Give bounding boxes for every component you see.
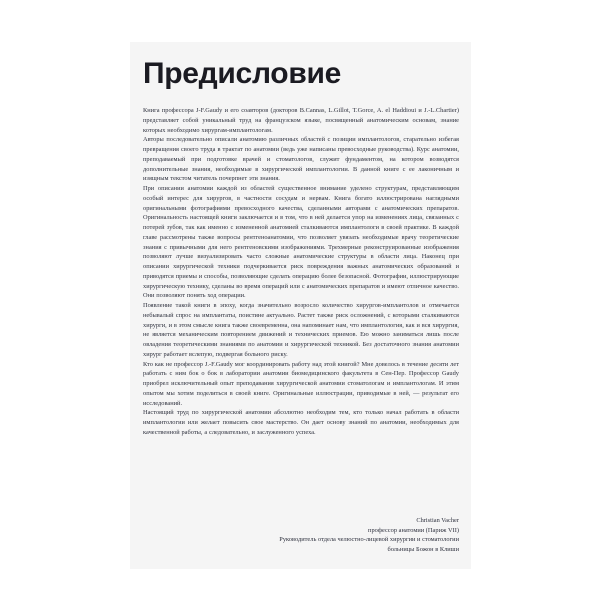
body-paragraph: Авторы последовательно описали анатомию различных областей с позиции имплантологов, старательно избегая превращения своего труда в трактат по анатомии (ведь уже написаны превосходные руководства). Курс анатомии, преподаваемый при подготовке врачей и стоматологов, служит фундаментом, на котором возводятся дополнительные знания, необходимые в хирургической имплантологии. В данной книге с ее лаконичным и изящным текстом читатель почерпнет эти знания. bbox=[143, 136, 459, 183]
body-paragraph: Книга профессора J-F.Gaudy и его соавторов (докторов B.Cannas, L.Gillot, T.Gorce, A. el Haddioui и J.-L.Chartier) представляет собой уникальный труд на французском языке, посвященный анатомическим основам, знание которых необходимо хирургам-имплантологам. bbox=[143, 107, 459, 134]
signature-title: профессор анатомии (Париж VII) bbox=[368, 526, 459, 534]
body-paragraph: Настоящий труд по хирургической анатомии абсолютно необходим тем, кто только начал работать в области имплантологии или желает повысить свое мастерство. Он дает основу знаний по анатомии, необходимых для качественной работы, а следовательно, и заслуженного успеха. bbox=[143, 409, 459, 436]
signature-block bbox=[143, 516, 459, 554]
signature-affiliation: больницы Божон в Клиши bbox=[387, 545, 459, 553]
body-paragraph: Появление такой книги в эпоху, когда значительно возросло количество хирургов-имплантолов и отмечается небывалый спрос на имплантаты, поистине актуально. Растет также риск осложнений, с которыми сталкиваются хирурги, и в этом смысле книга также своевременна, она напоминает нам, что имплантология, как и вся хирургия, не является механическим повторением движений и технических приемов. Ею можно заниматься лишь после овладения теоретическими знаниями по анатомии и хирургической техникой. Без достаточного знания анатомии хирург работает вслепую, подвергая больного риску. bbox=[143, 302, 459, 358]
body-text-column bbox=[143, 106, 459, 438]
page-title: Предисловие bbox=[143, 57, 341, 90]
signature-author-name: Christian Vacher bbox=[416, 517, 459, 524]
book-page bbox=[130, 42, 471, 569]
signature-role: Руководитель отдела челюстно-лицевой хирургии и стоматологии bbox=[279, 536, 459, 544]
body-paragraph: Кто как не профессор J.-F.Gaudy мог координировать работу над этой книгой? Мне довелось в течение десяти лет работать с ним бок о бок в лаборатории анатомии биомедицинского факультета в Сен-Пер. Профессор Gaudy приобрел исключительный опыт преподавания хирургической анатомии стоматологам и имплантологам. И этим опытом мы хотим поделиться в своей книге. Оригинальные иллюстрации, приводимые в ней, — результат его исследований. bbox=[143, 360, 459, 407]
body-paragraph: При описании анатомии каждой из областей существенное внимание уделено структурам, представляющим особый интерес для хирургов, в частности сосудам и нервам. Книга богато иллюстрирована наглядными оригинальными фотографиями превосходного качества, сделанными авторами с анатомических препаратов. Оригинальность настоящей книги заключается и в том, что в ней делается упор на изменениях лица, связанных с потерей зубов, так как именно с измененной анатомией сталкиваются имплантологи в своей практике. В каждой главе рассмотрены также вопросы рентгеноанатомии, что позволяет увязать необходимые врачу теоретические знания с привычными для него рентгеновскими изображениями. Трехмерные реконструированные изображения позволяют лучше визуализировать часто сложные анатомические структуры в области лица. Наконец при описании хирургической техники подчеркивается риск повреждения важных анатомических образований и приводятся приемы и способы, позволяющие сделать операцию более безопасной. Фотографии, иллюстрирующие хирургическую технику, сделаны во время операций или с анатомических препаратов и имеют отличное качество. Они позволяют понять ход операции. bbox=[143, 185, 459, 300]
